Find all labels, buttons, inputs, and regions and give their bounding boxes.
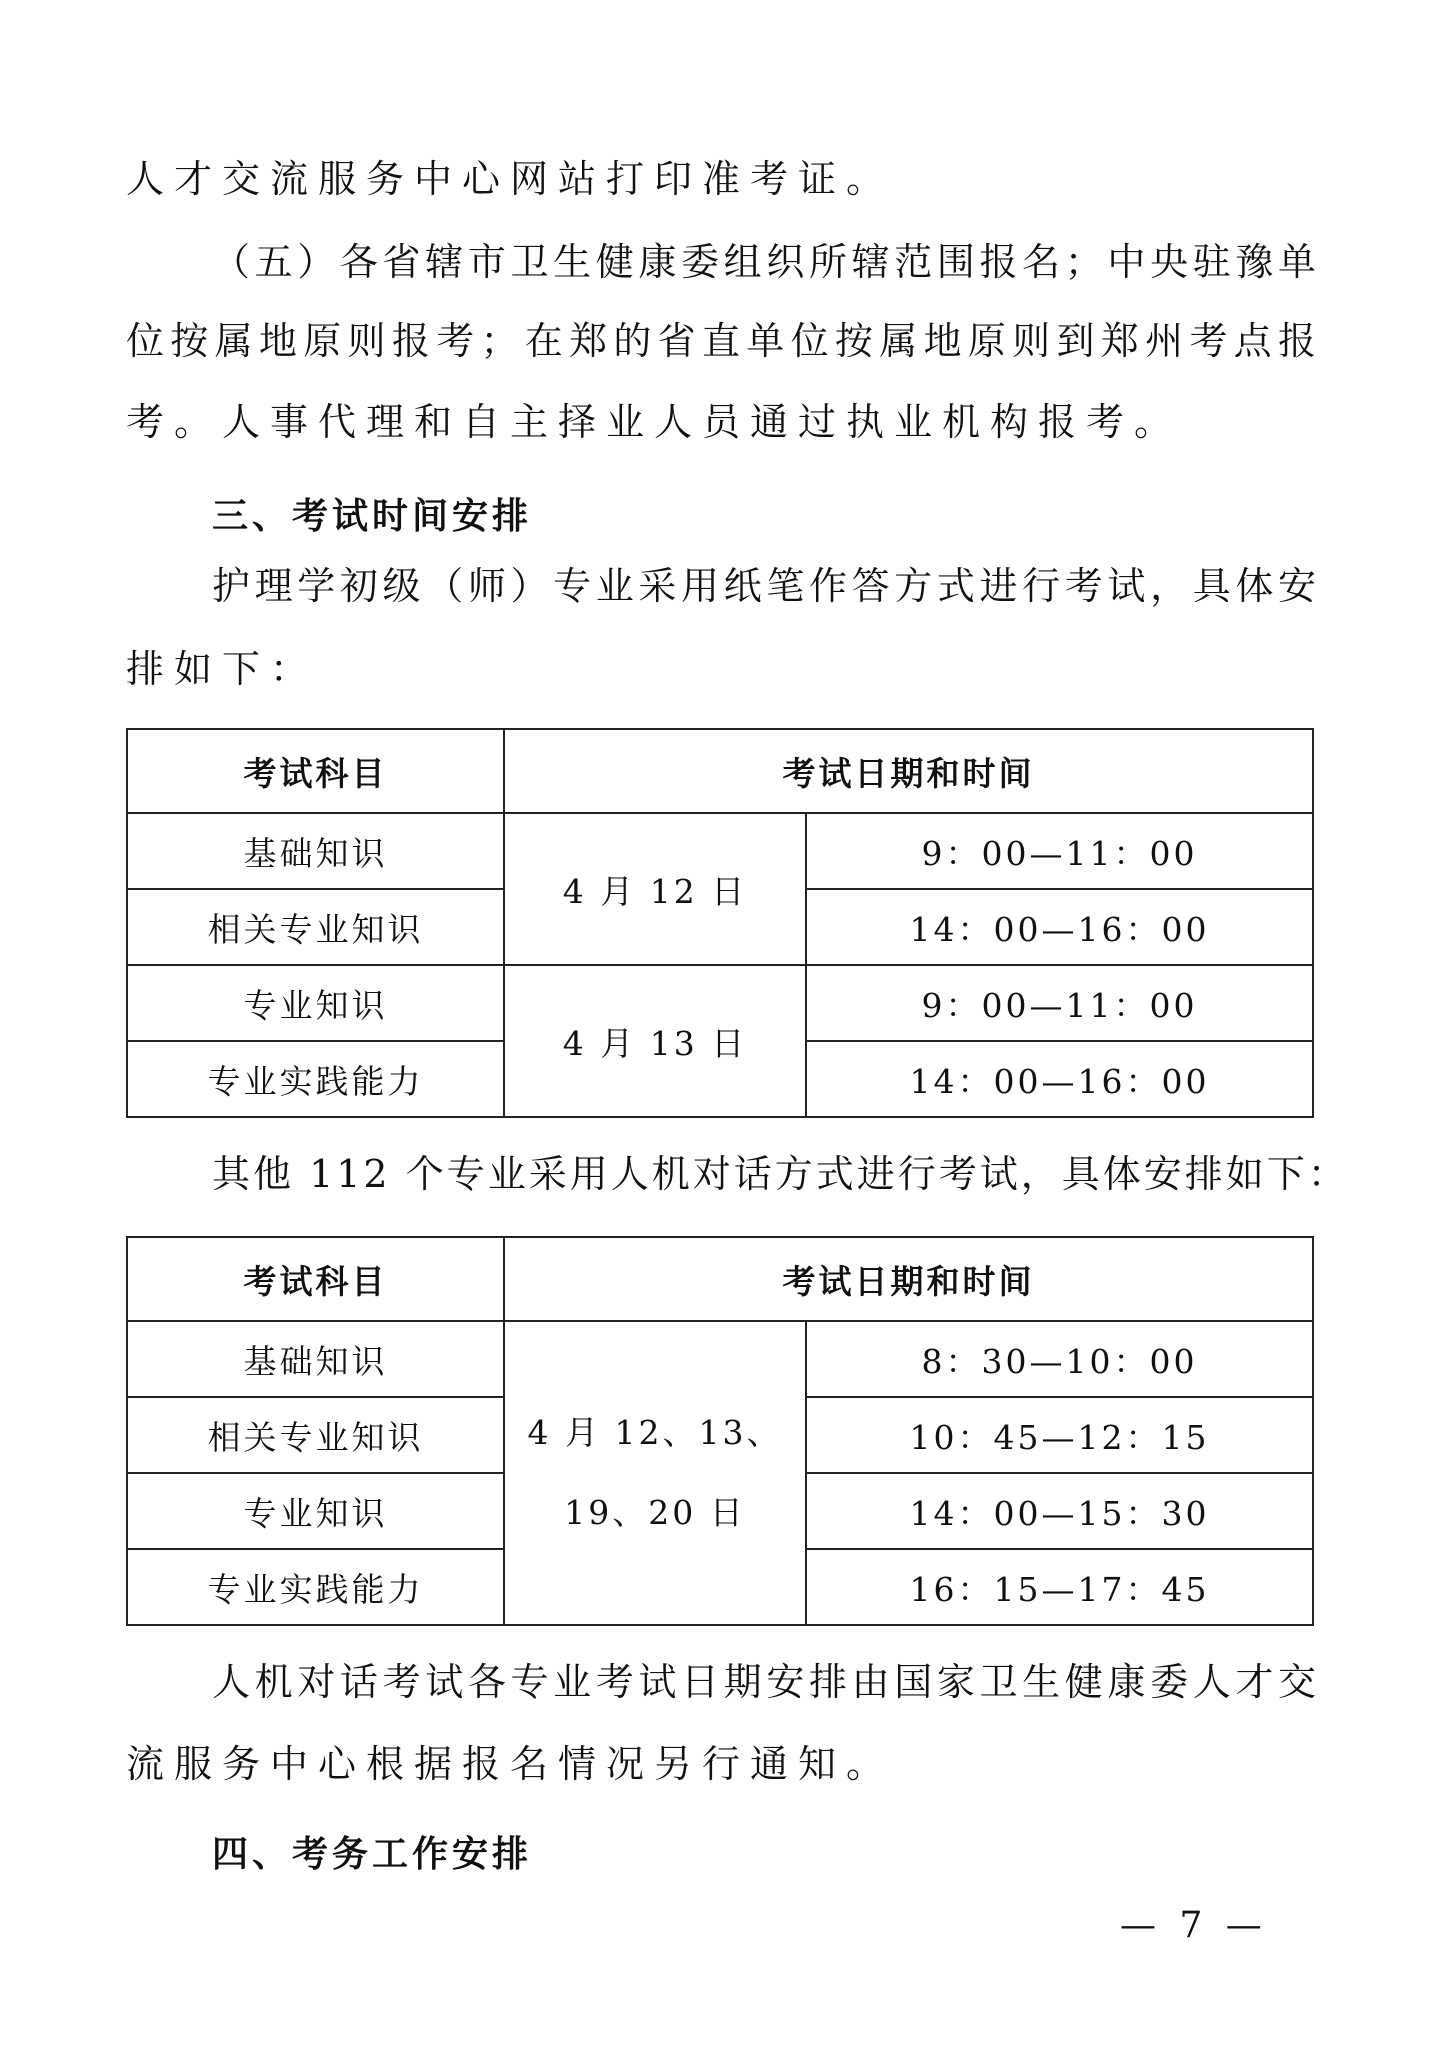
date-cell [504,1321,806,1625]
header-datetime: 考试日期和时间 [504,729,1313,813]
time-cell: 16：15—17：45 [806,1549,1313,1625]
time-cell: 9：00—11：00 [806,965,1313,1041]
paragraph-line: 排如下： [126,647,319,691]
header-subject: 考试科目 [127,1237,504,1321]
paragraph-line: 其他 112 个专业采用人机对话方式进行考试，具体安排如下： [212,1152,1349,1196]
paragraph-line: 考。人事代理和自主择业人员通过执业机构报考。 [126,400,1183,444]
time-cell: 10：45—12：15 [806,1397,1313,1473]
exam-schedule-table-paper [126,728,1314,1118]
paragraph-line: 人机对话考试各专业考试日期安排由国家卫生健康委人才交 [212,1660,1316,1704]
subject-cell: 相关专业知识 [127,889,504,965]
date-line: 4 月 12、13、 [527,1413,783,1452]
paragraph-line: 人才交流服务中心网站打印准考证。 [126,157,895,201]
subject-cell: 专业实践能力 [127,1041,504,1117]
header-datetime: 考试日期和时间 [504,1237,1313,1321]
paragraph-line: （五）各省辖市卫生健康委组织所辖范围报名；中央驻豫单 [212,240,1316,284]
time-cell: 8：30—10：00 [806,1321,1313,1397]
subject-cell: 专业实践能力 [127,1549,504,1625]
paragraph-line: 流服务中心根据报名情况另行通知。 [126,1742,895,1786]
subject-cell: 专业知识 [127,965,504,1041]
page-number: — 7 — [1120,1905,1268,1946]
header-subject: 考试科目 [127,729,504,813]
time-cell: 14：00—16：00 [806,1041,1313,1117]
subject-cell: 相关专业知识 [127,1397,504,1473]
time-cell: 14：00—16：00 [806,889,1313,965]
paragraph-line: 位按属地原则报考；在郑的省直单位按属地原则到郑州考点报 [126,319,1316,363]
section-heading: 三、考试时间安排 [212,496,533,537]
subject-cell: 基础知识 [127,813,504,889]
paragraph-line: 护理学初级（师）专业采用纸笔作答方式进行考试，具体安 [212,564,1316,608]
exam-schedule-table-computer [126,1236,1314,1626]
time-cell: 9：00—11：00 [806,813,1313,889]
subject-cell: 基础知识 [127,1321,504,1397]
time-cell: 14：00—15：30 [806,1473,1313,1549]
subject-cell: 专业知识 [127,1473,504,1549]
section-heading: 四、考务工作安排 [212,1834,533,1875]
date-line: 19、20 日 [564,1493,746,1532]
date-cell: 4 月 12 日 [504,813,806,965]
date-cell: 4 月 13 日 [504,965,806,1117]
